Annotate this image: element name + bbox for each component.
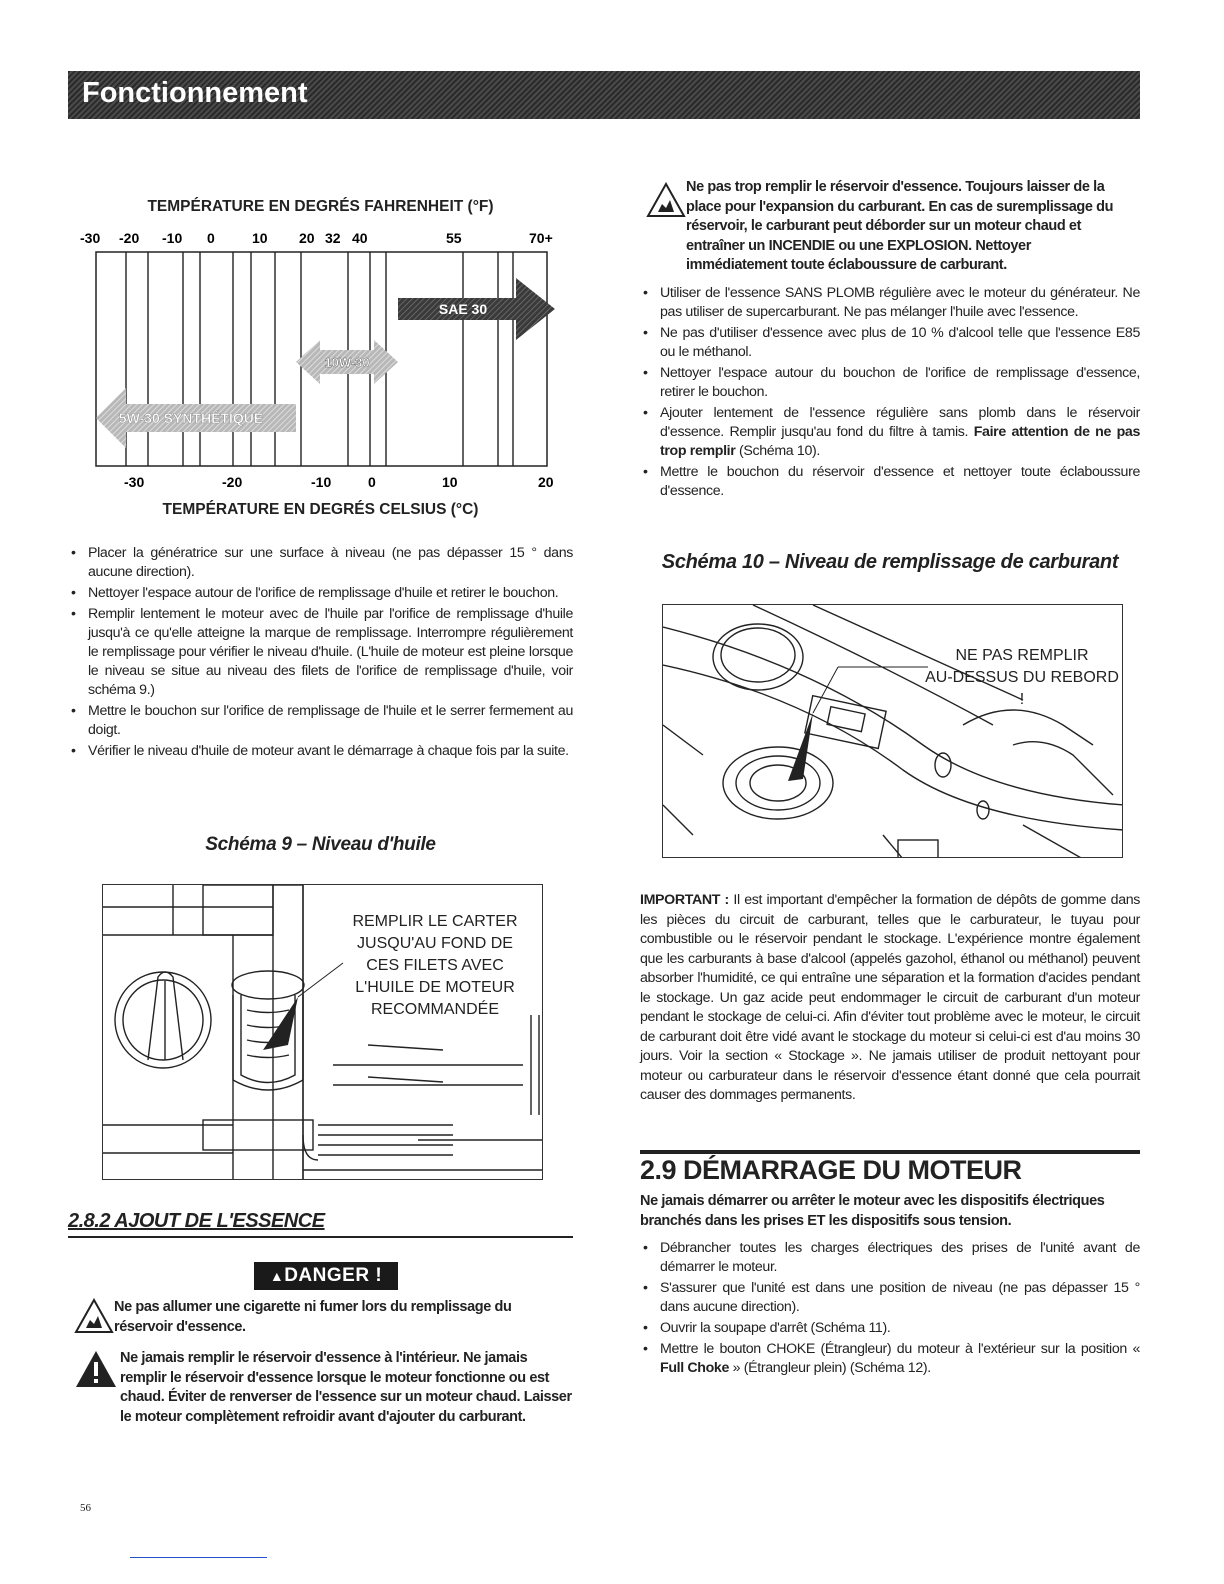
fuel-step-cap [640, 463, 1140, 501]
section-282-title: 2.8.2 AJOUT DE L'ESSENCE [68, 1210, 325, 1232]
f-tick-label: 55 [446, 230, 462, 246]
band-label-10w30: 10W-30 [324, 355, 370, 370]
section-282-heading [68, 1210, 573, 1238]
fuel-tank-illustration [663, 605, 1123, 858]
danger-badge [254, 1262, 398, 1290]
caution-icon [74, 1349, 118, 1389]
oil-step-item: • Mettre le bouchon sur l'orifice de remplissage de l'huile et le serrer fermement au doigt. [68, 702, 573, 740]
fuel-step-item: • Ne pas d'utiliser d'essence avec plus de 10 % d'alcool telle que l'essence E85 ou le méthanol. [640, 324, 1140, 362]
warning-no-smoking [68, 1298, 573, 1337]
explosion-warning-icon [646, 182, 686, 218]
choke-text-b: Full Choke [660, 1360, 730, 1376]
section-29-warning: Ne jamais démarrer ou arrêter le moteur avec les dispositifs électriques branchés dans les prises ET les dispositifs sous tension. [640, 1193, 1105, 1229]
oil-step-item: • Placer la génératrice sur une surface à niveau (ne pas dépasser 15 ° dans aucune direction). [68, 544, 573, 582]
explosion-warning-icon [74, 1298, 114, 1334]
f-tick-label: -10 [162, 230, 183, 246]
danger-triangle-icon: ▲ [269, 1268, 285, 1284]
oil-viscosity-chart [68, 190, 573, 530]
c-tick-label: 0 [368, 474, 376, 490]
schema10-title: Schéma 10 – Niveau de remplissage de carburant [661, 551, 1119, 573]
section-29-rule [640, 1150, 1140, 1154]
footer-rule [130, 1557, 267, 1558]
f-tick-label: 70+ [529, 230, 553, 246]
band-label-5w30: 5W-30 SYNTHÉTIQUE [118, 410, 264, 426]
choke-text-c: » (Étrangleur plein) (Schéma 12). [732, 1360, 931, 1376]
important-label: IMPORTANT : [640, 892, 729, 908]
oil-step-item: • Nettoyer l'espace autour de l'orifice de remplissage d'huile et retirer le bouchon. [68, 584, 573, 603]
start-steps [640, 1239, 1140, 1338]
schema10-callout [925, 645, 1119, 711]
oil-step-item: • Vérifier le niveau d'huile de moteur avant le démarrage à chaque fois par la suite. [68, 742, 573, 761]
banner-title: Fonctionnement [82, 77, 308, 109]
warning-overfill [640, 178, 1135, 276]
schema10-figure [662, 604, 1123, 858]
warning-no-refill-hot [68, 1349, 573, 1427]
schema9-callout-line: CES FILETS AVEC [366, 957, 504, 974]
c-tick-label: -10 [311, 474, 332, 490]
chart-title-bottom: TEMPÉRATURE EN DEGRÉS CELSIUS (°C) [162, 501, 479, 518]
schema9-title: Schéma 9 – Niveau d'huile [205, 834, 436, 855]
start-step-item: • Débrancher toutes les charges électriques des prises de l'unité avant de démarrer le moteur. [640, 1239, 1140, 1277]
schema10-callout-line: AU-DESSUS DU REBORD ! [925, 669, 1119, 708]
f-tick-label: 20 [299, 230, 315, 246]
choke-text-a: Mettre le bouton CHOKE (Étrangleur) du moteur à l'extérieur sur la position « [660, 1341, 1140, 1357]
schema9-callout-line: RECOMMANDÉE [370, 1001, 499, 1018]
f-tick-label: -30 [80, 230, 101, 246]
band-label-sae30: SAE 30 [438, 301, 488, 317]
fuel-step-item: • Nettoyer l'espace autour du bouchon de l'orifice de remplissage d'essence, retirer le bouchon. [640, 364, 1140, 402]
schema9-figure [102, 884, 543, 1180]
c-tick-label: -20 [222, 474, 243, 490]
schema10-callout-line: NE PAS REMPLIR [955, 647, 1089, 664]
f-tick-label: 32 [325, 230, 341, 246]
warning1-text: Ne pas allumer une cigarette ni fumer lors du remplissage du réservoir d'essence. [114, 1299, 512, 1335]
c-tick-label: 20 [538, 474, 554, 490]
warning-top-text: Ne pas trop remplir le réservoir d'essence. Toujours laisser de la place pour l'expansion du carburant. En cas de suremplissage du réservoir, le carburant peut déborder sur un moteur chaud et entraîner un INCENDIE ou une EXPLOSION. Nettoyer immédiatement toute éclaboussure de carburant. [686, 179, 1114, 273]
oil-fill-steps [68, 544, 573, 761]
section-banner [68, 71, 1140, 119]
schema9-callout [335, 911, 535, 1021]
important-text: Il est important d'empêcher la formation de dépôts de gomme dans les pièces du circuit de carburant, telles que le carburateur, le tuyau pour combustible ou le réservoir pendant le stockage. L'expérience montre également que les carburants à base d'alcool (appelés gazohol, éthanol ou méthanol) peuvent absorber l'humidité, ce qui entraîne une séparation et la formation d'acides pendant le stockage. Un gaz acide peut endommager le circuit de carburant d'un moteur pendant le stockage de celui-ci. Afin d'éviter tout problème avec le moteur, le circuit de carburant doit être vidé avant le stockage du moteur si celui-ci est d'au moins 30 jours. Voir la section « Stockage ». Ne jamais utiliser de produit nettoyant pour moteur ou carburateur dans le réservoir d'essence étant donné que cela pourrait causer des dommages permanents. [640, 892, 1141, 1103]
fuel-step-add [640, 404, 1140, 461]
fuel-steps-cont [640, 404, 1140, 501]
f-tick-label: -20 [119, 230, 140, 246]
fuel-step-cap-text: Mettre le bouchon du réservoir d'essence et nettoyer toute éclaboussure d'essence. [660, 464, 1140, 499]
f-tick-label: 10 [252, 230, 268, 246]
oil-step-item: • Remplir lentement le moteur avec de l'huile par l'orifice de remplissage d'huile jusqu'à ce qu'elle atteigne la marque de remplissage. Interrompre régulièrement le remplissage pour vérifier le niveau d'huile. (L'huile de moteur est pleine lorsque le niveau se situe au niveau des filets de l'orifice de remplissage d'huile, voir schéma 9.) [68, 605, 573, 700]
fuel-steps [640, 284, 1140, 402]
fuel-step-add-emph: Faire attention de ne pas trop remplir [660, 424, 1140, 459]
chart-title-top: TEMPÉRATURE EN DEGRÉS FAHRENHEIT (°F) [147, 198, 494, 215]
fuel-step-add-text: Ajouter lentement de l'essence régulière sans plomb dans le réservoir d'essence. Remplir jusqu'au fond du filtre à tamis. [660, 405, 1140, 440]
important-note [640, 891, 1140, 1106]
fuel-step-item: • Utiliser de l'essence SANS PLOMB régulière avec le moteur du générateur. Ne pas utiliser de supercarburant. Ne pas mélanger l'huile avec l'essence. [640, 284, 1140, 322]
start-steps-cont [640, 1340, 1140, 1378]
c-tick-label: 10 [442, 474, 458, 490]
oil-level-arrow [263, 997, 298, 1050]
section-29-title: 2.9 DÉMARRAGE DU MOTEUR [640, 1155, 1022, 1185]
chart-svg [68, 190, 573, 530]
fuel-step-add-ref: (Schéma 10). [739, 443, 820, 459]
danger-label: DANGER ! [284, 1265, 383, 1286]
f-tick-label: 0 [207, 230, 215, 246]
start-step-item: • Ouvrir la soupape d'arrêt (Schéma 11). [640, 1319, 1140, 1338]
c-tick-label: -30 [124, 474, 145, 490]
page-number: 56 [80, 1502, 91, 1514]
start-step-item: • S'assurer que l'unité est dans une position de niveau (ne pas dépasser 15 ° dans aucune direction). [640, 1279, 1140, 1317]
start-instructions [640, 1239, 1140, 1380]
warning2-text: Ne jamais remplir le réservoir d'essence à l'intérieur. Ne jamais remplir le réservoir d'essence lorsque le moteur fonctionne ou est chaud. Éviter de renverser de l'essence sur un moteur chaud. Laisser le moteur complètement refroidir avant d'ajouter du carburant. [120, 1350, 572, 1425]
schema9-callout-line: L'HUILE DE MOTEUR [355, 979, 515, 996]
schema9-callout-line: REMPLIR LE CARTER [352, 913, 518, 930]
fuel-level-arrow [788, 713, 813, 781]
schema9-callout-line: JUSQU'AU FOND DE [357, 935, 513, 952]
left-instructions [68, 544, 573, 763]
f-tick-label: 40 [352, 230, 368, 246]
fuel-instructions [640, 284, 1140, 503]
start-step-choke [640, 1340, 1140, 1378]
